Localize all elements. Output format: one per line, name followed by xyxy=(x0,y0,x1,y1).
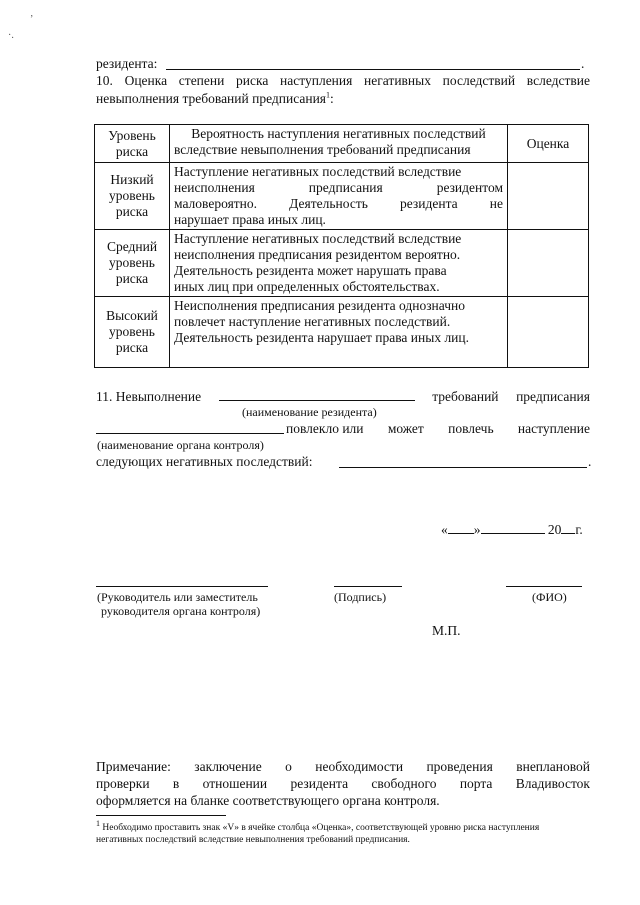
row-desc-high xyxy=(170,297,508,368)
item11-line1 xyxy=(96,388,590,405)
desc-line: маловероятно. Деятельность резидента не xyxy=(174,196,503,211)
date-line xyxy=(441,521,583,538)
row-level-medium: Средний уровень риска xyxy=(95,230,170,297)
desc-line: неисполнения предписания резидентом xyxy=(174,180,503,195)
signature-line xyxy=(334,586,402,587)
desc-line: Деятельность резидента может нарушать права xyxy=(174,263,447,278)
resident-caption: (наименование резидента) xyxy=(242,405,377,419)
score-cell-high[interactable] xyxy=(508,297,589,368)
resident-label: резидента: xyxy=(96,56,158,71)
item11-requirements: требований xyxy=(432,389,499,404)
consequences-trailing: . xyxy=(588,454,592,469)
date-open-quote: « xyxy=(441,522,448,537)
header-score: Оценка xyxy=(508,125,589,163)
date-close-quote: » xyxy=(473,522,481,537)
item11-word: наступление xyxy=(517,421,590,436)
consequences-label: следующих негативных последствий: xyxy=(96,454,313,469)
head-caption-1: (Руководитель или заместитель xyxy=(97,590,258,604)
signature-caption: (Подпись) xyxy=(334,590,387,604)
item11-lead: 11. Невыполнение xyxy=(96,389,202,404)
desc-line: неисполнения предписания резидентом вероятно. xyxy=(174,247,461,262)
item11-word: повлечь xyxy=(448,421,494,436)
head-signature-line xyxy=(96,586,268,587)
item10-line2 xyxy=(96,91,334,107)
note-line2: проверки в отношении резидента свободного порта Владивосток xyxy=(96,776,590,791)
desc-line: Наступление негативных последствий вследствие xyxy=(174,231,462,246)
desc-line: Деятельность резидента нарушает права иных лиц. xyxy=(174,330,470,345)
score-cell-medium[interactable] xyxy=(508,230,589,297)
table-row xyxy=(95,297,589,368)
date-year-blank[interactable] xyxy=(561,521,575,534)
desc-line: нарушает права иных лиц. xyxy=(174,212,326,227)
footnote-separator xyxy=(96,815,226,816)
item11-word: повлекло или xyxy=(286,421,364,436)
table-row xyxy=(95,163,589,230)
head-caption-2: руководителя органа контроля) xyxy=(101,604,261,618)
item11-line2 xyxy=(286,421,590,437)
date-day-blank[interactable] xyxy=(448,521,474,534)
item10-line2-text: невыполнения требований предписания xyxy=(96,91,327,106)
note-line3: оформляется на бланке соответствующего органа контроля. xyxy=(96,793,440,808)
footnote-text-1: Необходимо проставить знак «V» в ячейке столбца «Оценка», соответствующей уровню риска наступления xyxy=(102,823,540,833)
footnote-line2: негативных последствий вследствие невыполнения требований предписания. xyxy=(96,835,410,845)
table-row xyxy=(95,230,589,297)
row-desc-medium xyxy=(170,230,508,297)
note-line1: Примечание: заключение о необходимости проведения внеплановой xyxy=(96,759,590,774)
scan-mark: ’ xyxy=(30,14,34,25)
desc-line: Наступление негативных последствий вследствие xyxy=(174,164,462,179)
header-level: Уровень риска xyxy=(95,125,170,163)
row-desc-low xyxy=(170,163,508,230)
resident-trailing: . xyxy=(581,56,585,71)
desc-line: повлечет наступление негативных последствий. xyxy=(174,314,451,329)
authority-name-blank xyxy=(96,433,284,434)
scan-mark: ·. xyxy=(8,30,14,41)
footnote-line1 xyxy=(96,818,596,834)
resident-blank-line xyxy=(166,69,580,70)
table-header-row xyxy=(95,125,589,163)
row-level-high: Высокий уровень риска xyxy=(95,297,170,368)
name-line xyxy=(506,586,582,587)
name-caption: (ФИО) xyxy=(532,590,567,604)
stamp-label: М.П. xyxy=(432,623,461,638)
row-level-low: Низкий уровень риска xyxy=(95,163,170,230)
header-probability: Вероятность наступления негативных последствий вследствие невыполнения требований предписания xyxy=(170,125,508,163)
authority-caption: (наименование органа контроля) xyxy=(97,438,264,452)
item11-word: может xyxy=(387,421,424,436)
item10-line1: 10. Оценка степени риска наступления негативных последствий вследствие xyxy=(96,73,590,88)
item11-prescription: предписания xyxy=(516,389,590,404)
resident-name-blank[interactable] xyxy=(219,388,415,401)
desc-line: Неисполнения предписания резидента однозначно xyxy=(174,298,465,313)
footnote-marker: 1 xyxy=(96,818,100,828)
score-cell-low[interactable] xyxy=(508,163,589,230)
consequences-blank xyxy=(339,467,587,468)
date-year-prefix: 20 xyxy=(547,522,562,537)
footnote-ref: 1 xyxy=(326,90,331,100)
date-month-blank[interactable] xyxy=(481,521,545,534)
desc-line: иных лиц при определенных обстоятельствах. xyxy=(174,279,440,294)
risk-table xyxy=(94,124,589,368)
item10-colon: : xyxy=(330,91,334,106)
date-year-suffix: г. xyxy=(575,522,583,537)
